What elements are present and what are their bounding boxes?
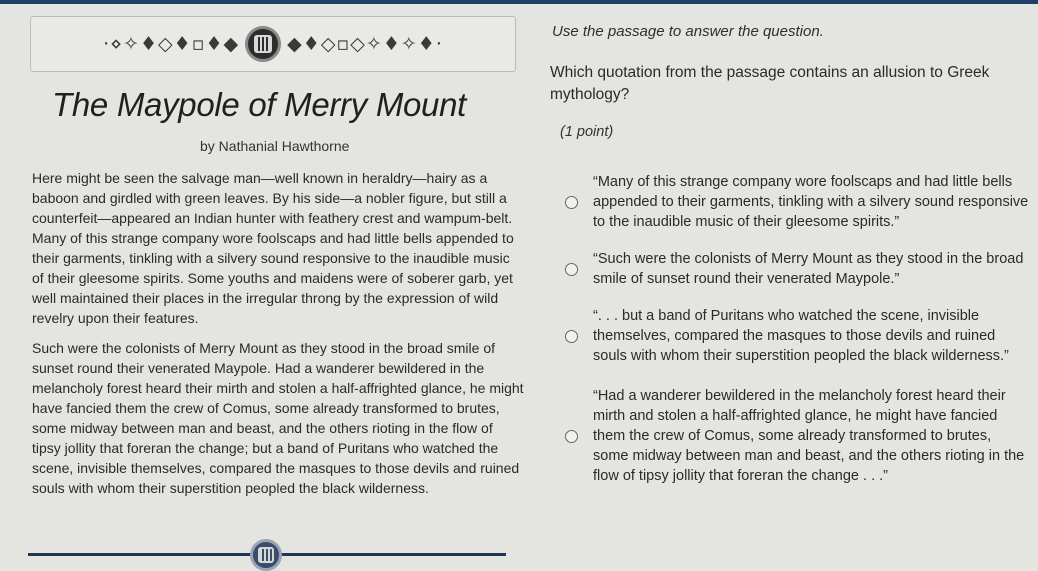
passage-panel xyxy=(0,4,530,571)
question-points: (1 point) xyxy=(560,124,614,140)
answer-choice-4[interactable] xyxy=(560,386,1030,486)
radio-unchecked-icon[interactable] xyxy=(565,263,578,276)
question-page xyxy=(0,4,1038,571)
passage-text xyxy=(32,168,524,508)
decorative-banner xyxy=(30,16,516,72)
book-medallion-icon xyxy=(245,26,281,62)
question-instruction: Use the passage to answer the question. xyxy=(552,23,824,40)
radio-unchecked-icon[interactable] xyxy=(565,196,578,209)
answer-choice-text: “Such were the colonists of Merry Mount as they stood in the broad smile of sunset round their venerated Maypole.” xyxy=(593,251,1024,287)
passage-paragraph-1: Here might be seen the salvage man—well known in heraldry—hairy as a baboon and girdled with green leaves. By his side—a nobler figure, but still a counterfeit—appeared an Indian hunter with feathery crest and wampum-belt. Many of this strange company wore foolscaps and had little bells appended to their garments, tinkling with a silvery sound responsive to the inaudible music of their gleesome spirits. Some youths and maidens were of soberer garb, yet well maintained their places in the irregular throng by the expression of wild revelry upon their features. xyxy=(32,170,514,326)
passage-paragraph-2: Such were the colonists of Merry Mount as they stood in the broad smile of sunset round their venerated Maypole. Had a wanderer bewildered in the melancholy forest heard their mirth and stolen a half-affrighted glance, he might have fancied them the crew of Comus, some already transformed to brutes, some midway between man and beast, and the others rioting in the flow of tipsy jollity that foreran the change; but a band of Puritans who watched the scene, invisible themselves, compared the masques to those devils and ruined souls with whom their superstition peopled the black wilderness. xyxy=(32,340,524,496)
answer-choice-2[interactable] xyxy=(560,249,1030,289)
answer-choice-text: “Many of this strange company wore foolscaps and had little bells appended to their garments, tinkling with a silvery sound responsive to the inaudible music of their gleesome spirits.” xyxy=(593,174,1029,230)
footer-book-medallion-icon xyxy=(250,539,282,571)
question-prompt: Which quotation from the passage contains an allusion to Greek mythology? xyxy=(550,64,990,103)
story-byline: by Nathanial Hawthorne xyxy=(200,138,350,154)
answer-choice-3[interactable] xyxy=(560,306,1030,366)
ornament-left-icon: ·⋄✧♦◇♦▫♦◆ xyxy=(103,33,240,55)
book-glyph-icon xyxy=(254,35,272,53)
answer-choice-1[interactable] xyxy=(560,172,1030,232)
radio-unchecked-icon[interactable] xyxy=(565,430,578,443)
question-panel xyxy=(546,4,1038,571)
answer-choice-text: “Had a wanderer bewildered in the melancholy forest heard their mirth and stolen a half-affrighted glance, he might have fancied them the crew of Comus, some already transformed to brutes, some midway between man and beast, and the others rioting in the flow of tipsy jollity that foreran the change . . .” xyxy=(593,388,1025,484)
answer-choice-text: “. . . but a band of Puritans who watched the scene, invisible themselves, compared the masques to those devils and ruined souls with whom their superstition peopled the black wilderness.” xyxy=(593,308,1009,364)
footer-book-glyph-icon xyxy=(258,547,274,563)
ornament-right-icon: ◆♦◇▫◇✧♦✧♦· xyxy=(287,33,443,55)
radio-unchecked-icon[interactable] xyxy=(565,330,578,343)
story-title: The Maypole of Merry Mount xyxy=(52,86,467,123)
